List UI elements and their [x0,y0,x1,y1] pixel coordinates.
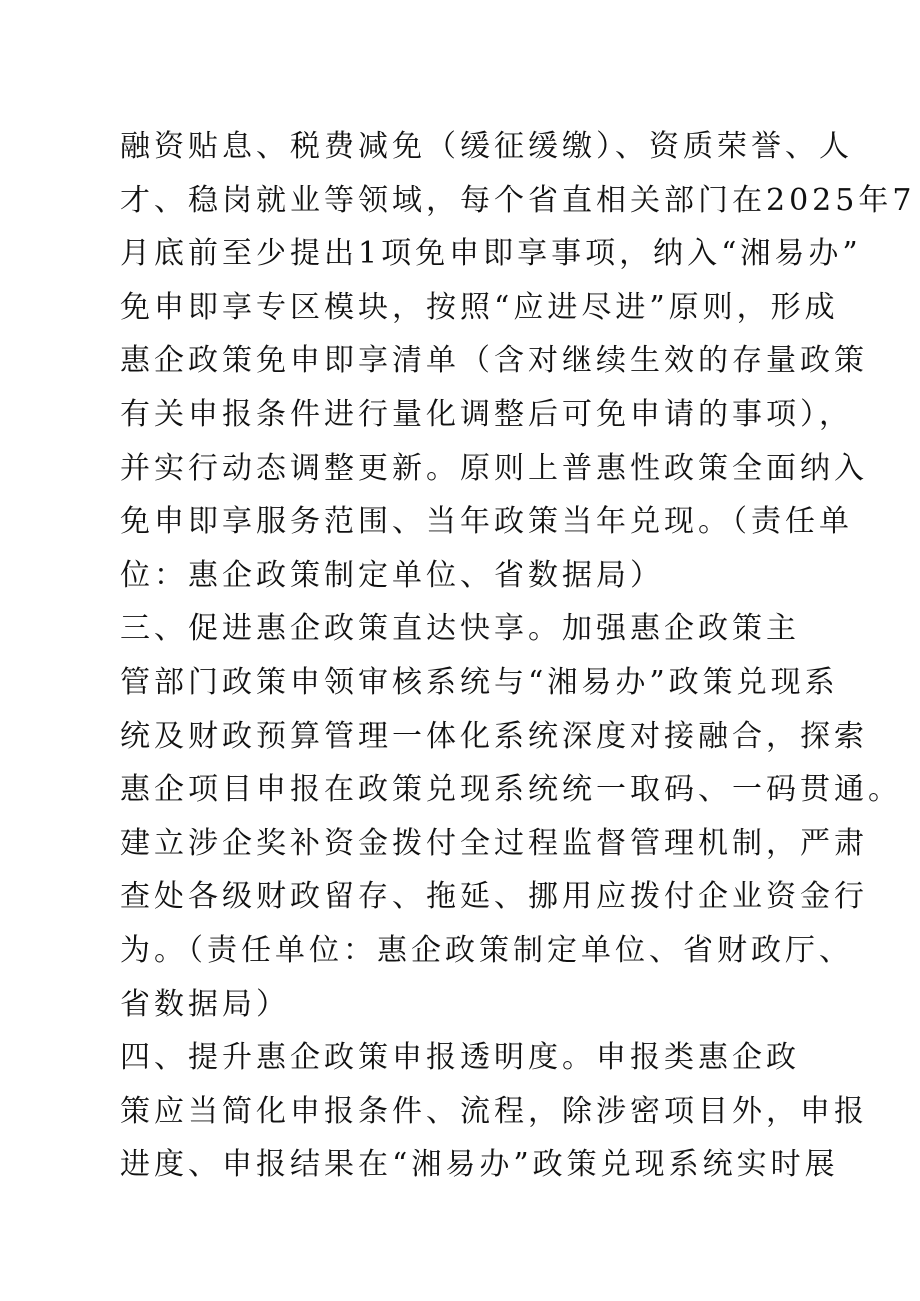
text-line: 建立涉企奖补资金拨付全过程监督管理机制，严肃 [120,825,868,861]
text-line: 惠企项目申报在政策兑现系统统一取码、一码贯通。 [120,772,902,808]
text-line: 月底前至少提出1项免申即享事项，纳入“湘易办” [120,236,862,272]
text-line: 进度、申报结果在“湘易办”政策兑现系统实时展 [120,1147,839,1183]
text-line: 策应当简化申报条件、流程，除涉密项目外，申报 [120,1093,868,1129]
document-body [120,120,916,1192]
text-line: 才、稳岗就业等领域，每个省直相关部门在2025年7 [120,182,916,218]
text-line: 免申即享服务范围、当年政策当年兑现。（责任单 [120,504,853,540]
text-line: 位：惠企政策制定单位、省数据局） [120,557,664,593]
text-line: 惠企政策免申即享清单（含对继续生效的存量政策 [120,343,868,379]
text-line: 有关申报条件进行量化调整后可免申请的事项）， [120,396,853,432]
text-line: 统及财政预算管理一体化系统深度对接融合，探索 [120,718,868,754]
text-line: 查处各级财政留存、拖延、挪用应拨付企业资金行 [120,879,868,915]
text-line: 并实行动态调整更新。原则上普惠性政策全面纳入 [120,450,868,486]
text-line: 省数据局） [120,986,290,1022]
paragraph-heading-line: 四、提升惠企政策申报透明度。申报类惠企政 [120,1040,800,1076]
paragraph-heading-line: 三、促进惠企政策直达快享。加强惠企政策主 [120,611,800,647]
text-line: 为。（责任单位：惠企政策制定单位、省财政厅、 [120,932,853,968]
text-line: 管部门政策申领审核系统与“湘易办”政策兑现系 [120,664,839,700]
text-line: 融资贴息、税费减免（缓征缓缴）、资质荣誉、人 [120,129,853,164]
text-line: 免申即享专区模块，按照“应进尽进”原则，形成 [120,289,839,325]
